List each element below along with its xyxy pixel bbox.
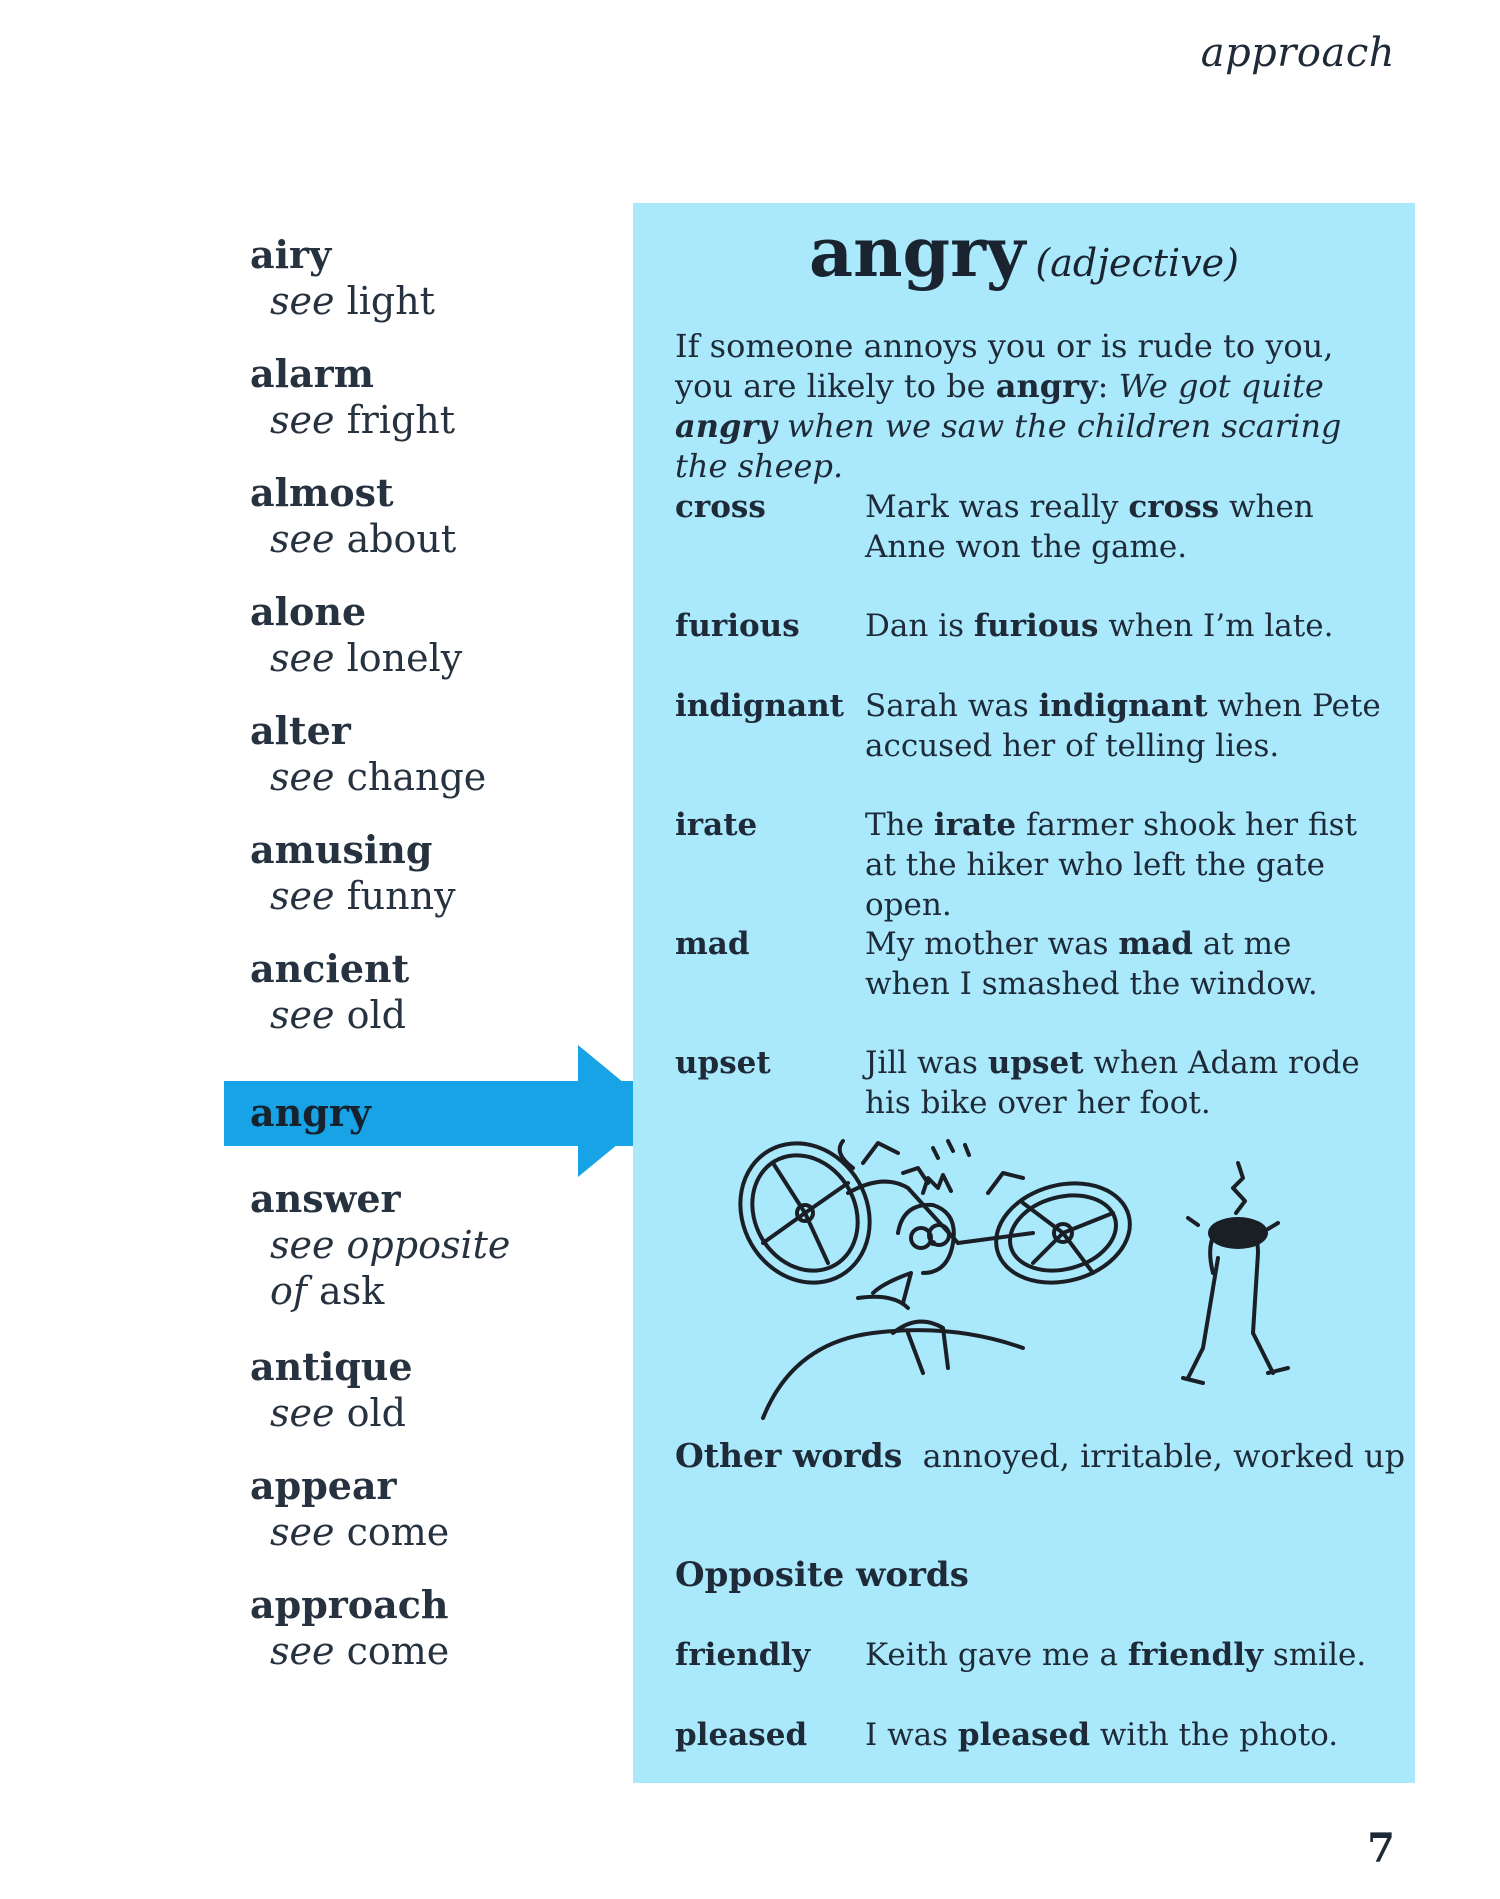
index-entry <box>250 351 610 470</box>
cyclist-crash-illustration <box>733 1133 1293 1423</box>
synonym-example: Jill was upset when Adam rode his bike over her foot. <box>865 1045 1360 1121</box>
opposite-word: friendly <box>675 1637 811 1673</box>
other-words: Other words annoyed, irritable, worked up <box>675 1436 1406 1475</box>
page-number: 7 <box>1367 1825 1395 1872</box>
index-headword: alarm <box>250 351 374 396</box>
index-headword: alter <box>250 708 351 753</box>
index-headword: amusing <box>250 827 433 872</box>
part-of-speech: (adjective) <box>1035 241 1239 285</box>
index-headword: almost <box>250 470 394 515</box>
index-entry <box>250 1463 610 1582</box>
index-entry <box>250 946 610 1065</box>
synonym-example: The irate farmer shook her fist at the hiker who left the gate open. <box>865 807 1358 923</box>
index-cross-reference: see opposite <box>270 1223 511 1267</box>
index-cross-reference: see lonely <box>270 636 463 680</box>
index-cross-reference: see old <box>270 993 406 1037</box>
running-head: approach <box>1200 30 1395 76</box>
index-cross-reference: see change <box>270 755 487 799</box>
index-headword: appear <box>250 1463 397 1508</box>
index-entry <box>250 1176 610 1344</box>
index-cross-reference: see about <box>270 517 457 561</box>
index-cross-reference: see old <box>270 1391 406 1435</box>
panel-title <box>633 213 1415 293</box>
opposite-example: Keith gave me a friendly smile. <box>865 1637 1367 1673</box>
synonym-word: cross <box>675 489 766 525</box>
index-column-continued <box>250 1176 610 1701</box>
panel-headword: angry <box>809 213 1026 293</box>
index-headword: antique <box>250 1344 413 1389</box>
synonym-example: Dan is furious when I’m late. <box>865 608 1334 644</box>
definition: If someone annoys you or is rude to you, you are likely to be angry: We got quite angry when we saw the children scaring the sheep. <box>675 327 1342 485</box>
index-cross-reference: see light <box>270 279 435 323</box>
synonym-word: upset <box>675 1045 771 1081</box>
synonym-word: irate <box>675 807 758 843</box>
synonym-example: Sarah was indignant when Pete accused her of telling lies. <box>865 688 1381 764</box>
index-entry <box>250 708 610 827</box>
index-entry <box>250 589 610 708</box>
index-headword: alone <box>250 589 367 634</box>
synonym-example: My mother was mad at me when I smashed the window. <box>865 926 1318 1002</box>
index-cross-reference: see funny <box>270 874 456 918</box>
opposite-words-heading: Opposite words <box>675 1555 969 1595</box>
index-cross-reference-line2: of ask <box>270 1269 385 1313</box>
index-entry <box>250 470 610 589</box>
opposite-word: pleased <box>675 1717 808 1753</box>
index-headword: airy <box>250 232 332 277</box>
opposite-example: I was pleased with the photo. <box>865 1717 1339 1753</box>
synonym-word: furious <box>675 608 800 644</box>
highlighted-headword: angry <box>250 1090 371 1135</box>
index-cross-reference: see fright <box>270 398 456 442</box>
synonym-example: Mark was really cross when Anne won the game. <box>865 489 1314 565</box>
index-headword: approach <box>250 1582 449 1627</box>
index-column <box>250 232 610 1065</box>
index-entry <box>250 1582 610 1701</box>
index-headword: answer <box>250 1176 401 1221</box>
index-entry <box>250 827 610 946</box>
index-cross-reference: see come <box>270 1629 450 1673</box>
synonym-word: mad <box>675 926 750 962</box>
index-headword: ancient <box>250 946 410 991</box>
index-entry <box>250 232 610 351</box>
thesaurus-panel <box>633 203 1415 1783</box>
synonym-word: indignant <box>675 688 844 724</box>
index-cross-reference: see come <box>270 1510 450 1554</box>
index-entry <box>250 1344 610 1463</box>
